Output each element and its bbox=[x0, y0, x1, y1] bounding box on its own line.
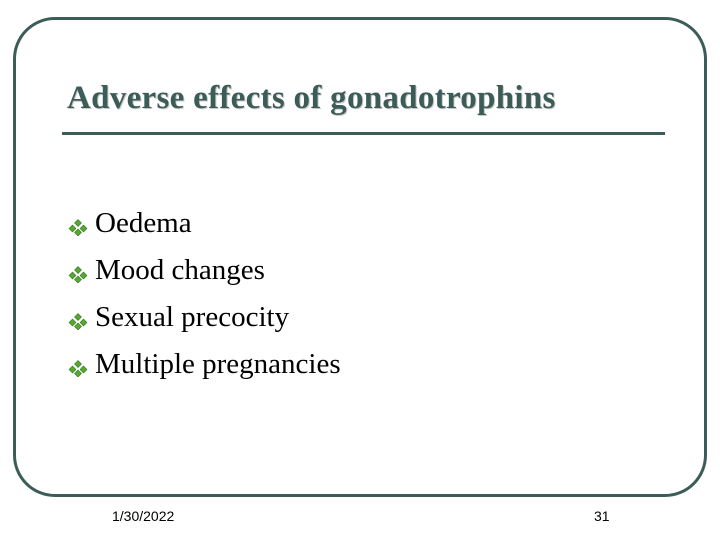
bullet-item-multiple-pregnancies bbox=[68, 341, 341, 388]
title-underline bbox=[62, 132, 665, 135]
bullet-list bbox=[68, 200, 341, 388]
diamond-bullet-icon bbox=[68, 216, 88, 236]
slide-title: Adverse effects of gonadotrophins bbox=[67, 80, 556, 116]
diamond-bullet-icon bbox=[68, 310, 88, 330]
bullet-text: Sexual precocity bbox=[95, 301, 290, 333]
page-number: 31 bbox=[594, 508, 610, 524]
footer-date: 1/30/2022 bbox=[112, 508, 175, 524]
bullet-item-oedema bbox=[68, 200, 341, 247]
bullet-item-mood-changes bbox=[68, 247, 341, 294]
bullet-item-sexual-precocity bbox=[68, 294, 341, 341]
bullet-text: Oedema bbox=[95, 207, 192, 239]
diamond-bullet-icon bbox=[68, 357, 88, 377]
diamond-bullet-icon bbox=[68, 263, 88, 283]
bullet-text: Mood changes bbox=[95, 254, 265, 286]
bullet-text: Multiple pregnancies bbox=[95, 348, 341, 380]
